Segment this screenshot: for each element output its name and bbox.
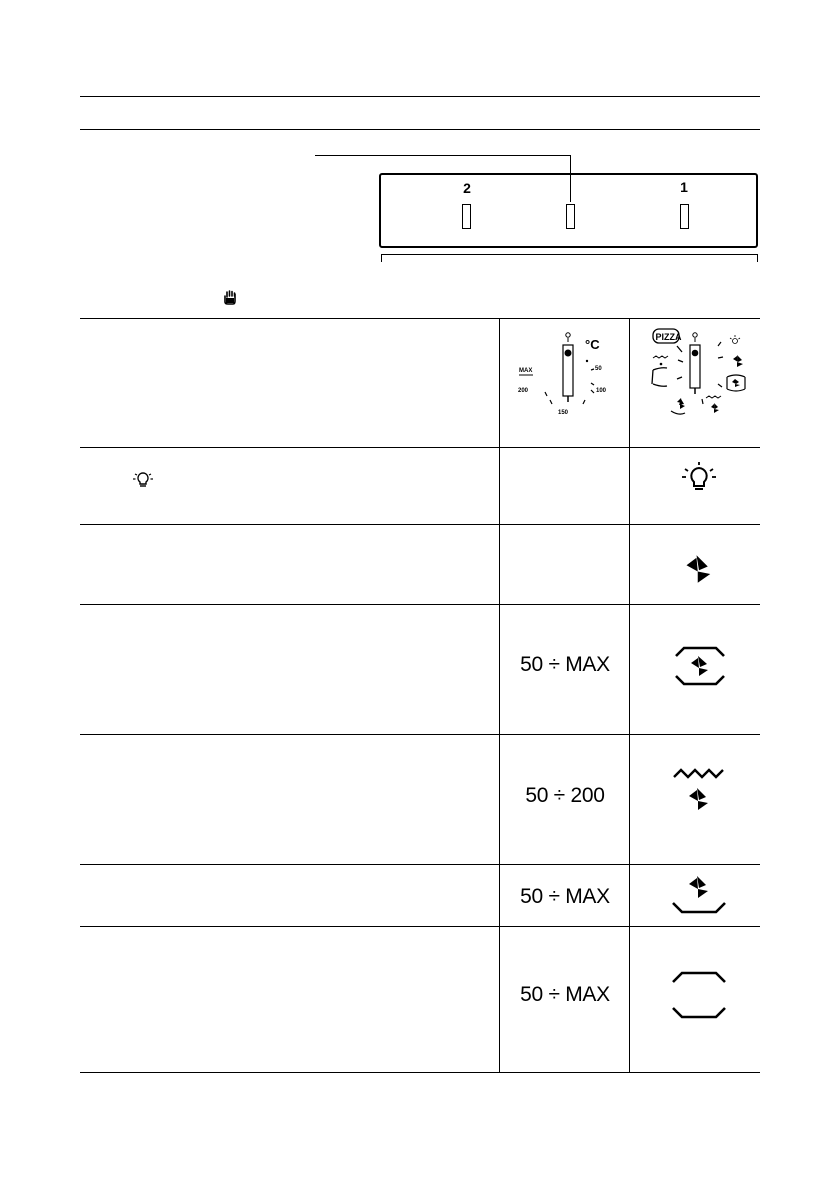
table-row <box>80 926 760 1073</box>
top-bottom-heat-icon <box>670 970 728 1020</box>
fan-icon <box>683 554 715 584</box>
table-row <box>80 604 760 734</box>
fan-bottom-heat-icon <box>670 873 728 917</box>
knob-middle[interactable] <box>566 204 575 229</box>
dial-mark-150: 150 <box>558 410 569 416</box>
dial-mark-100: 100 <box>596 388 607 394</box>
knob-1-label: 1 <box>680 179 688 195</box>
grill-fan-icon <box>670 767 728 815</box>
column-divider <box>499 318 500 1073</box>
knob-1[interactable] <box>680 204 689 229</box>
dial-mark-200: 200 <box>518 388 529 394</box>
table-row <box>80 864 760 926</box>
dial-unit-label: °C <box>585 337 600 352</box>
temperature-range: 50 ÷ MAX <box>520 983 610 1006</box>
fan-top-bottom-heat-icon <box>672 644 728 688</box>
temperature-range: 50 ÷ 200 <box>525 784 605 807</box>
top-rule-1 <box>80 96 760 97</box>
lamp-icon <box>682 462 716 494</box>
table-row <box>80 447 760 524</box>
hand-warning-icon <box>223 289 237 305</box>
lamp-icon-small <box>133 470 153 488</box>
table-row <box>80 734 760 864</box>
knob-2-label: 2 <box>463 180 471 196</box>
function-dial-icon <box>645 326 755 420</box>
temperature-range: 50 ÷ MAX <box>520 653 610 676</box>
control-panel-base <box>381 254 758 262</box>
dial-mark-max: MAX <box>519 368 533 374</box>
dial-mark-50: 50 <box>595 366 602 372</box>
temperature-range: 50 ÷ MAX <box>520 885 610 908</box>
leader-line <box>315 155 571 156</box>
knob-2[interactable] <box>462 204 471 229</box>
column-divider <box>629 318 630 1073</box>
top-rule-2 <box>80 129 760 130</box>
table-row <box>80 524 760 604</box>
temperature-dial-icon <box>515 328 615 420</box>
dial-pizza-label: PIZZA <box>655 332 682 342</box>
